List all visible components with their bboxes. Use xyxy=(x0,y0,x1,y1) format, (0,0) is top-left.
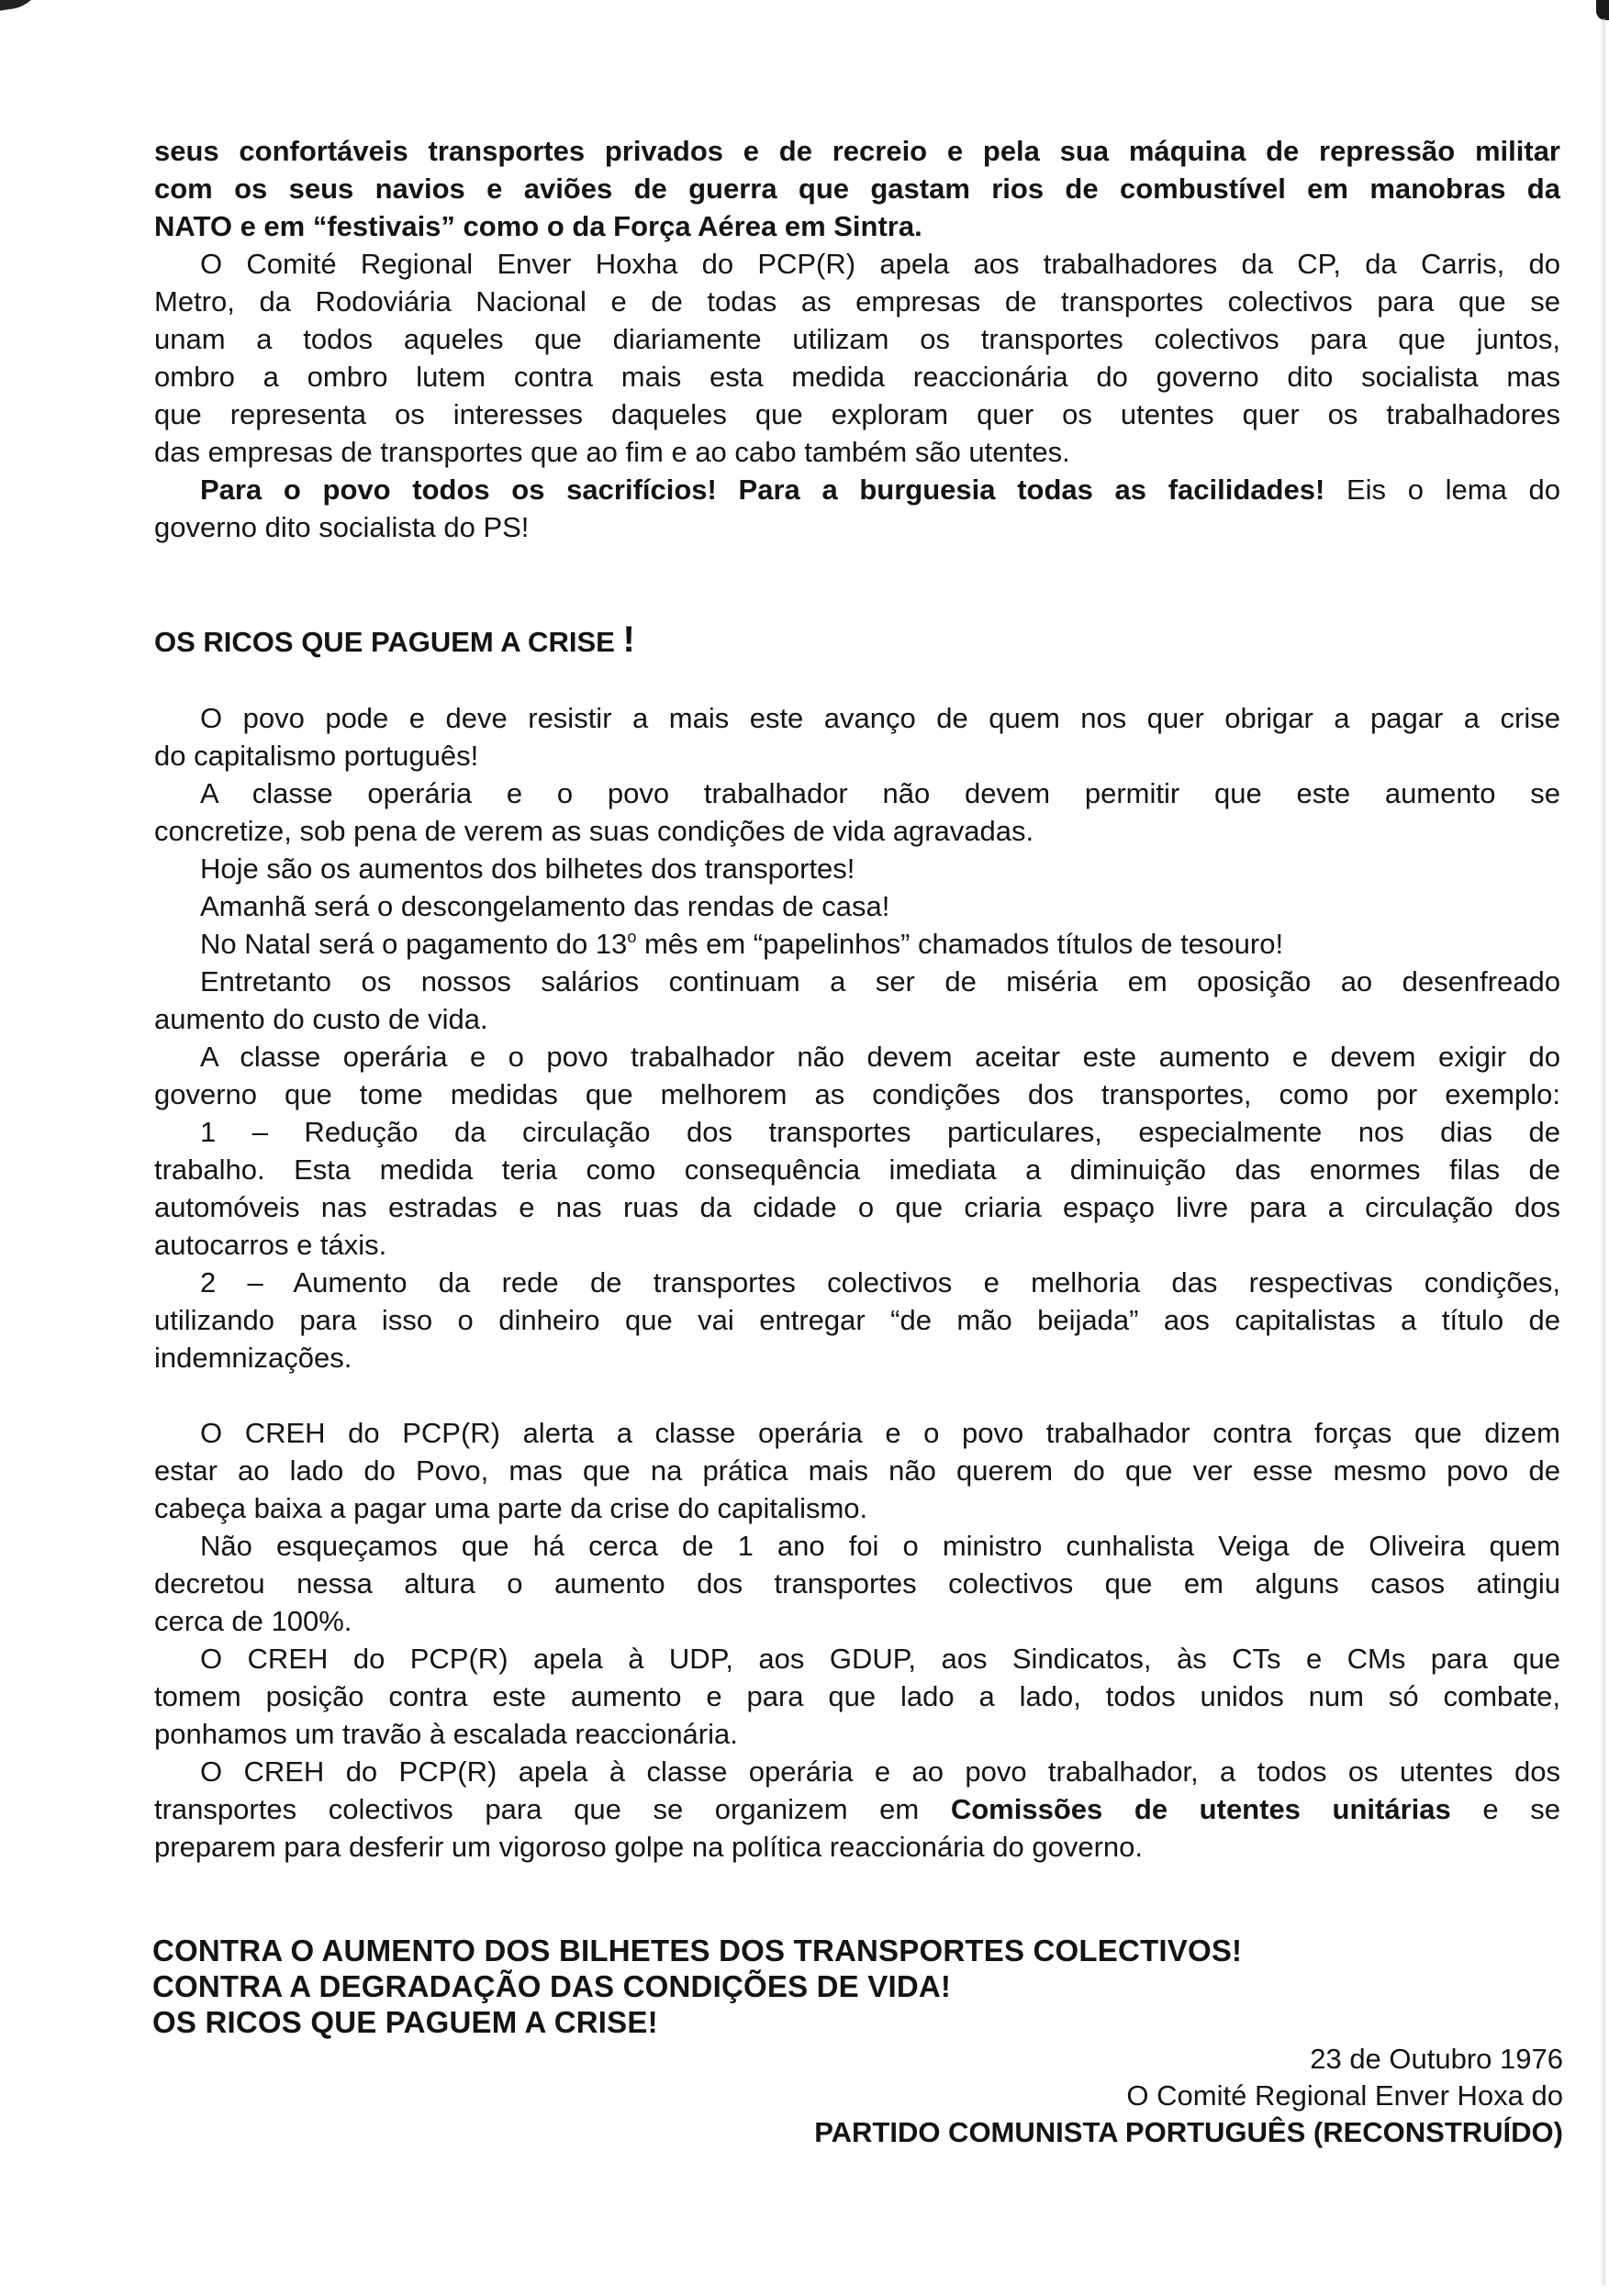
body-line: O CREH do PCP(R) apela à classe operária e ao povo trabalhador, a todos os utentes dos xyxy=(200,1755,1560,1788)
body-line: Metro, da Rodoviária Nacional e de todas as empresas de transportes colectivos para que se xyxy=(154,285,1560,318)
comissoes-emphasis: Comissões de utentes unitárias xyxy=(950,1793,1451,1825)
body-line: concretize, sob pena de verem as suas condições de vida agravadas. xyxy=(154,815,1034,847)
signature-committee: O Comité Regional Enver Hoxa do xyxy=(1126,2079,1563,2112)
body-line: Hoje são os aumentos dos bilhetes dos transportes! xyxy=(200,853,855,885)
body-line: cerca de 100%. xyxy=(154,1605,352,1637)
body-line: cabeça baixa a pagar uma parte da crise do capitalismo. xyxy=(154,1492,868,1524)
body-line: preparem para desferir um vigoroso golpe na política reaccionária do governo. xyxy=(154,1831,1143,1863)
body-line: 1 – Redução da circulação dos transportes particulares, especialmente nos dias de xyxy=(200,1116,1560,1148)
body-line: decretou nessa altura o aumento dos transportes colectivos que em alguns casos atingiu xyxy=(154,1567,1560,1599)
body-line: 2 – Aumento da rede de transportes colectivos e melhoria das respectivas condições, xyxy=(200,1266,1560,1298)
body-line: Amanhã será o descongelamento das rendas de casa! xyxy=(200,890,890,922)
slogan: CONTRA A DEGRADAÇÃO DAS CONDIÇÕES DE VIDA! xyxy=(152,1969,952,2003)
signature-date: 23 de Outubro 1976 xyxy=(1310,2043,1563,2075)
body-line: indemnizações. xyxy=(154,1342,352,1374)
natal-text: mês em “papelinhos” chamados títulos de tesouro! xyxy=(636,928,1284,960)
line-text: e se xyxy=(1450,1793,1560,1825)
body-line: autocarros e táxis. xyxy=(154,1229,387,1261)
body-line: A classe operária e o povo trabalhador não devem aceitar este aumento e devem exigir do xyxy=(200,1041,1560,1073)
signature-party: PARTIDO COMUNISTA PORTUGUÊS (RECONSTRUÍDO) xyxy=(814,2116,1563,2148)
scan-edge-shadow xyxy=(1596,0,1609,20)
body-line: unam a todos aqueles que diariamente utilizam os transportes colectivos para que juntos, xyxy=(154,323,1560,355)
body-line: automóveis nas estradas e nas ruas da cidade o que criaria espaço livre para a circulação dos xyxy=(154,1191,1560,1223)
body-line: seus confortáveis transportes privados e de recreio e pela sua máquina de repressão militar xyxy=(154,135,1560,167)
body-line: O Comité Regional Enver Hoxha do PCP(R) apela aos trabalhadores da CP, da Carris, do xyxy=(200,248,1560,280)
section-heading-bang: ! xyxy=(622,619,635,660)
body-line: governo que tome medidas que melhorem as condições dos transportes, como por exemplo: xyxy=(154,1078,1560,1110)
body-line: A classe operária e o povo trabalhador não devem permitir que este aumento se xyxy=(200,777,1560,809)
ordinal-marker: o xyxy=(627,928,637,946)
body-line: ombro a ombro lutem contra mais esta medida reaccionária do governo dito socialista mas xyxy=(154,361,1560,393)
body-line: Não esqueçamos que há cerca de 1 ano foi o ministro cunhalista Veiga de Oliveira quem xyxy=(200,1530,1560,1562)
body-line: das empresas de transportes que ao fim e ao cabo também são utentes. xyxy=(154,436,1070,468)
body-line: O CREH do PCP(R) alerta a classe operária e o povo trabalhador contra forças que dizem xyxy=(200,1417,1560,1449)
line-text: transportes colectivos para que se organizem em xyxy=(154,1793,951,1825)
body-line: aumento do custo de vida. xyxy=(154,1003,488,1035)
slogan: OS RICOS QUE PAGUEM A CRISE! xyxy=(152,2005,658,2039)
body-line: trabalho. Esta medida teria como consequência imediata a diminuição das enormes filas de xyxy=(154,1154,1560,1186)
body-line: estar ao lado do Povo, mas que na prática mais não querem do que ver esse mesmo povo de xyxy=(154,1455,1560,1487)
body-line: utilizando para isso o dinheiro que vai entregar “de mão beijada” aos capitalistas a título de xyxy=(154,1304,1560,1336)
body-line: O povo pode e deve resistir a mais este avanço de quem nos quer obrigar a pagar a crise xyxy=(200,702,1560,734)
motto-line xyxy=(154,472,1560,508)
scan-edge-shadow xyxy=(0,0,48,14)
slogan: CONTRA O AUMENTO DOS BILHETES DOS TRANSPORTES COLECTIVOS! xyxy=(152,1934,1243,1967)
body-line: Entretanto os nossos salários continuam a ser de miséria em oposição ao desenfreado xyxy=(200,965,1560,998)
motto-bold: Para o povo todos os sacrifícios! Para a burguesia todas as facilidades! xyxy=(200,474,1325,506)
body-line: governo dito socialista do PS! xyxy=(154,511,530,543)
natal-text: No Natal será o pagamento do 13 xyxy=(200,928,628,960)
body-line: com os seus navios e aviões de guerra que gastam rios de combustível em manobras da xyxy=(154,173,1560,205)
comissoes-line xyxy=(154,1791,1560,1828)
body-line: NATO e em “festivais” como o da Força Aérea em Sintra. xyxy=(154,210,922,242)
body-line: O CREH do PCP(R) apela à UDP, aos GDUP, aos Sindicatos, às CTs e CMs para que xyxy=(200,1643,1560,1675)
body-line: ponhamos um travão à escalada reaccionária. xyxy=(154,1718,738,1750)
scan-edge-shadow xyxy=(1600,18,1605,2285)
body-line: que representa os interesses daqueles que exploram quer os utentes quer os trabalhadores xyxy=(154,398,1560,430)
motto-rest: Eis o lema do xyxy=(1324,474,1560,506)
body-line: do capitalismo português! xyxy=(154,740,479,772)
natal-line xyxy=(154,926,1560,963)
section-heading xyxy=(154,621,1560,658)
section-heading-text: OS RICOS QUE PAGUEM A CRISE xyxy=(154,626,615,658)
body-line: tomem posição contra este aumento e para que lado a lado, todos unidos num só combate, xyxy=(154,1680,1560,1712)
